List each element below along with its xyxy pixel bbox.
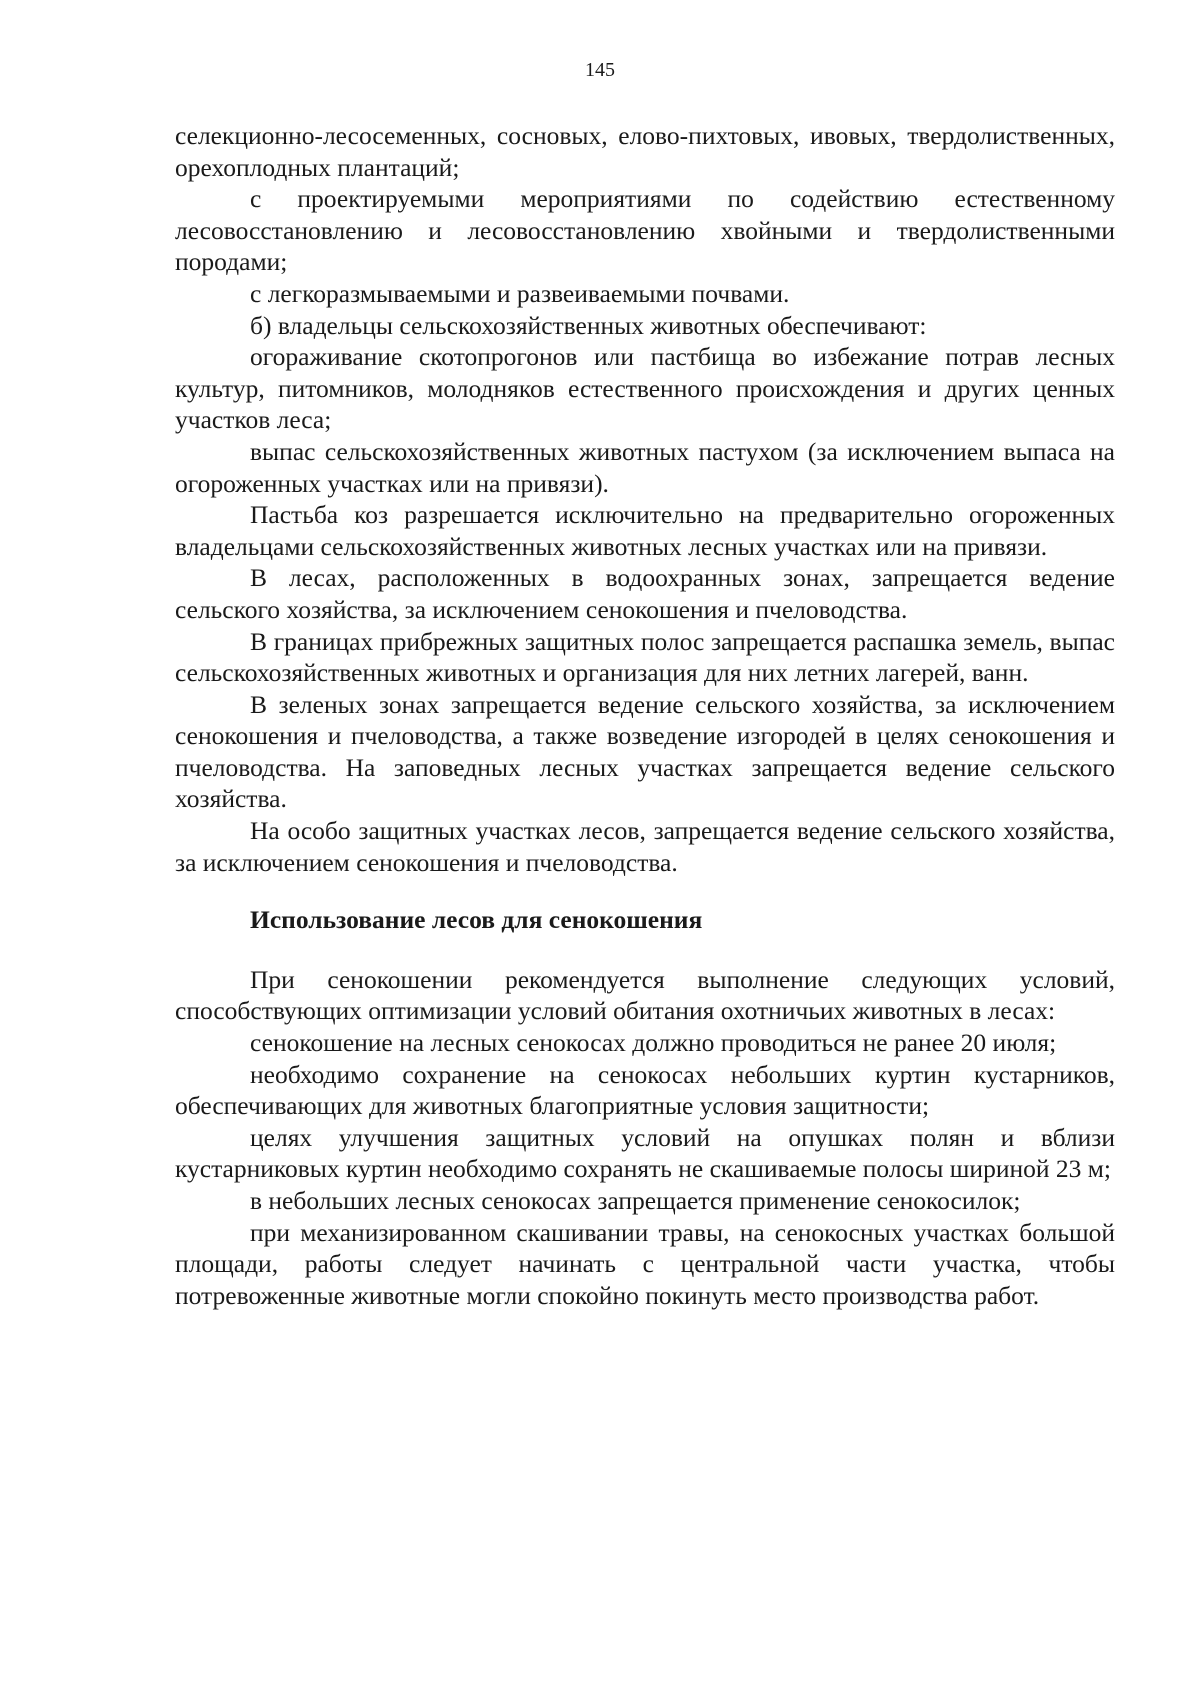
paragraph: При сенокошении рекомендуется выполнение следующих условий, способствующих оптимизации условий обитания охотничьих животных в лесах: bbox=[175, 964, 1115, 1026]
paragraph: целях улучшения защитных условий на опушках полян и вблизи кустарниковых куртин необходимо сохранять не скашиваемые полосы шириной 23 м; bbox=[175, 1122, 1115, 1184]
paragraph: В границах прибрежных защитных полос запрещается распашка земель, выпас сельскохозяйственных животных и организация для них летних лагерей, ванн. bbox=[175, 626, 1115, 688]
paragraph: В зеленых зонах запрещается ведение сельского хозяйства, за исключением сенокошения и пчеловодства, а также возведение изгородей в целях сенокошения и пчеловодства. На заповедных лесных участках запрещается ведение сельского хозяйства. bbox=[175, 689, 1115, 814]
paragraph: с проектируемыми мероприятиями по содействию естественному лесовосстановлению и лесовосстановлению хвойными и твердолиственными породами; bbox=[175, 184, 1115, 277]
paragraph: сенокошение на лесных сенокосах должно проводиться не ранее 20 июля; bbox=[250, 1028, 1057, 1058]
section-title: Использование лесов для сенокошения bbox=[250, 905, 703, 935]
paragraph: выпас сельскохозяйственных животных пастухом (за исключением выпаса на огороженных участках или на привязи). bbox=[175, 436, 1115, 498]
paragraph: в небольших лесных сенокосах запрещается применение сенокосилок; bbox=[250, 1186, 1021, 1215]
paragraph: при механизированном скашивании травы, на сенокосных участках большой площади, работы следует начинать с центральной части участка, чтобы потревоженные животные могли спокойно покинуть место производства работ. bbox=[175, 1217, 1115, 1310]
paragraph: На особо защитных участках лесов, запрещается ведение сельского хозяйства, за исключением сенокошения и пчеловодства. bbox=[175, 816, 1115, 877]
paragraph: огораживание скотопрогонов или пастбища во избежание потрав лесных культур, питомников, молодняков естественного происхождения и других ценных участков леса; bbox=[175, 342, 1115, 435]
paragraph: Пастьба коз разрешается исключительно на предварительно огороженных владельцами сельскохозяйственных животных лесных участках или на привязи. bbox=[175, 500, 1115, 561]
document-body bbox=[175, 120, 1115, 1311]
paragraph: б) владельцы сельскохозяйственных животных обеспечивают: bbox=[250, 310, 927, 340]
paragraph: с легкоразмываемыми и развеиваемыми почвами. bbox=[250, 278, 790, 308]
paragraph: необходимо сохранение на сенокосах небольших куртин кустарников, обеспечивающих для животных благоприятные условия защитности; bbox=[175, 1059, 1115, 1121]
paragraph: В лесах, расположенных в водоохранных зонах, запрещается ведение сельского хозяйства, за исключением сенокошения и пчеловодства. bbox=[175, 563, 1115, 624]
page-number: 145 bbox=[585, 59, 615, 81]
paragraph: селекционно-лесосеменных, сосновых, елово-пихтовых, ивовых, твердолиственных, орехоплодных плантаций; bbox=[175, 121, 1115, 182]
